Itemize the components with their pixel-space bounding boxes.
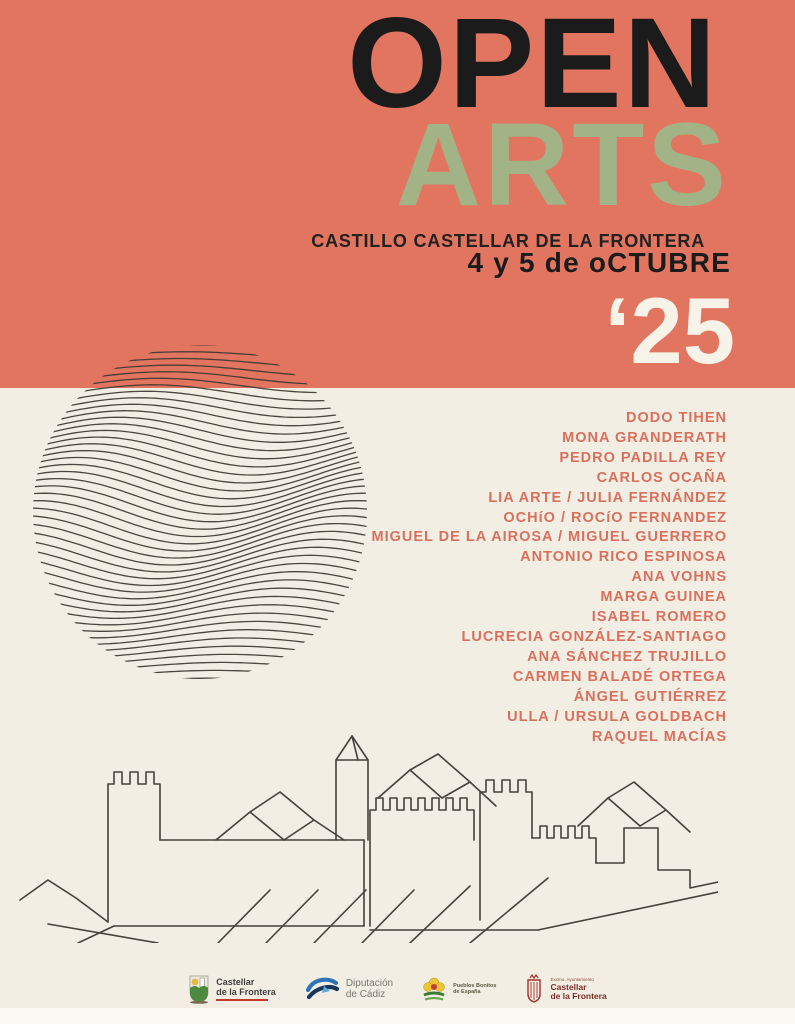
artist-name: MONA GRANDERATH xyxy=(562,429,727,446)
logo-pueblos-line2: de España xyxy=(453,989,481,995)
artist-name: MARGA GUINEA xyxy=(600,589,727,606)
diputacion-cadiz-icon xyxy=(304,976,340,1002)
logo-castellar-fundacion xyxy=(188,974,276,1004)
dates-line: 4 y 5 de oCTUBRE xyxy=(467,247,731,278)
logo-castellar-fundacion-subtext-bar xyxy=(216,999,268,1002)
logo-ayuntamiento-castellar xyxy=(524,974,606,1004)
sponsor-logos-row xyxy=(0,966,795,1012)
artist-name: DODO TIHEN xyxy=(625,410,727,426)
logo-ayuntamiento-subtext: Excmo. Ayuntamiento xyxy=(550,976,594,982)
logo-ayuntamiento-line1: Castellar xyxy=(550,981,587,992)
artist-name: ANTONIO RICO ESPINOSA xyxy=(520,549,727,566)
title-arts: ARTS xyxy=(395,99,729,231)
wave-circle-graphic xyxy=(25,337,375,687)
artist-name: LUCRECIA GONZÁLEZ-SANTIAGO xyxy=(461,628,727,645)
artist-name: ISABEL ROMERO xyxy=(591,609,727,626)
logo-diputacion-line2: de Cádiz xyxy=(345,989,386,1000)
artist-name: RAQUEL MACÍAS xyxy=(591,728,727,745)
artist-name: ANA SÁNCHEZ TRUJILLO xyxy=(527,648,727,665)
artist-name: ÁNGEL GUTIÉRREZ xyxy=(573,688,727,705)
title-open: OPEN xyxy=(347,0,718,135)
bottom-strip xyxy=(0,1008,795,1024)
ayuntamiento-castellar-icon xyxy=(524,974,544,1004)
artist-name: CARLOS OCAÑA xyxy=(596,469,727,486)
pueblos-bonitos-icon xyxy=(421,976,447,1003)
logo-diputacion-cadiz xyxy=(304,976,393,1002)
artist-name: ULLA / URSULA GOLDBACH xyxy=(507,708,727,725)
artist-name: CARMEN BALADÉ ORTEGA xyxy=(512,668,727,685)
artist-name: ANA VOHNS xyxy=(631,569,727,586)
castellar-fundacion-icon xyxy=(188,974,210,1004)
logo-pueblos-line1: Pueblos Bonitos xyxy=(453,982,497,989)
logo-diputacion-line1: Diputación xyxy=(345,978,394,989)
logo-castellar-fundacion-line2: de la Frontera xyxy=(216,987,276,997)
venue-line: CASTILLO CASTELLAR DE LA FRONTERA xyxy=(311,231,705,251)
logo-castellar-fundacion-line1: Castellar xyxy=(216,977,255,987)
artist-name: PEDRO PADILLA REY xyxy=(559,449,727,466)
artist-list xyxy=(372,409,727,747)
artist-name: LIA ARTE / JULIA FERNÁNDEZ xyxy=(488,489,727,506)
castle-line-drawing xyxy=(18,728,718,943)
logo-ayuntamiento-line2: de la Frontera xyxy=(550,991,607,1001)
artist-name: MIGUEL DE LA AIROSA / MIGUEL GUERRERO xyxy=(371,529,727,546)
logo-pueblos-bonitos xyxy=(421,976,496,1003)
artist-name: OCHíO / ROCíO FERNANDEZ xyxy=(503,509,727,526)
year-label: ‘25 xyxy=(604,278,735,383)
